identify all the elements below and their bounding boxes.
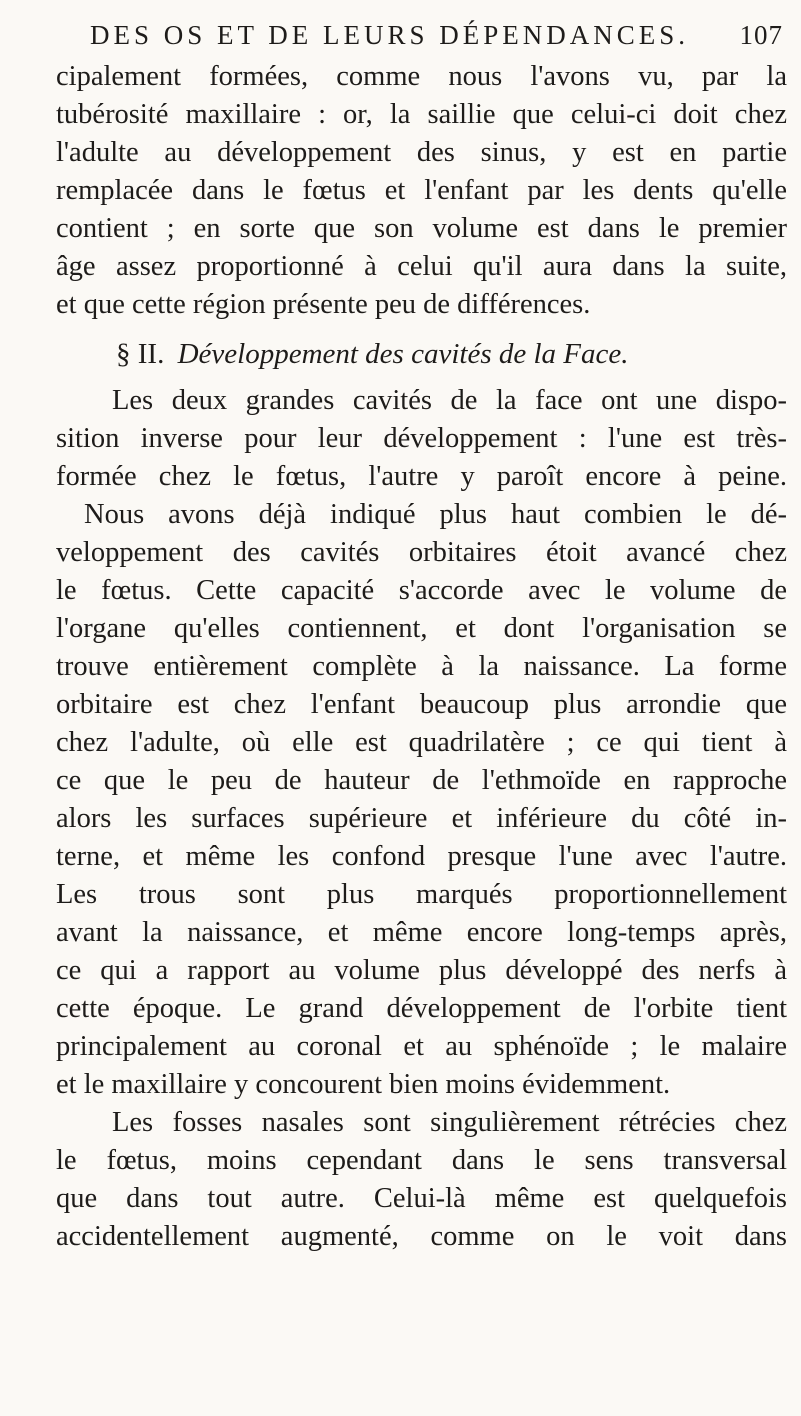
text-line: principalement au coronal et au sphénoïde ; le malaire bbox=[56, 1031, 787, 1062]
text-line: le fœtus, moins cependant dans le sens transversal bbox=[56, 1145, 787, 1176]
text-line: chez l'adulte, où elle est quadrilatère ; ce qui tient à bbox=[56, 727, 787, 758]
text-line: terne, et même les confond presque l'une avec l'autre. bbox=[56, 841, 787, 872]
text-line: alors les surfaces supérieure et inférieure du côté in- bbox=[56, 803, 787, 834]
text-line: ce qui a rapport au volume plus développé des nerfs à bbox=[56, 955, 787, 986]
text-line: et le maxillaire y concourent bien moins évidemment. bbox=[56, 1069, 671, 1100]
text-line: formée chez le fœtus, l'autre y paroît encore à peine. bbox=[56, 461, 787, 492]
text-line: âge assez proportionné à celui qu'il aura dans la suite, bbox=[56, 251, 787, 282]
text-line: trouve entièrement complète à la naissance. La forme bbox=[56, 651, 787, 682]
text-line: veloppement des cavités orbitaires étoit avancé chez bbox=[56, 537, 787, 568]
section-heading bbox=[56, 334, 787, 374]
text-line: tubérosité maxillaire : or, la saillie que celui-ci doit chez bbox=[56, 99, 787, 130]
text-line: ce que le peu de hauteur de l'ethmoïde en rapproche bbox=[56, 765, 787, 796]
section-number: § II. bbox=[116, 338, 165, 370]
page-number: 107 bbox=[739, 20, 783, 50]
text-line: remplacée dans le fœtus et l'enfant par les dents qu'elle bbox=[56, 175, 787, 206]
text-line: contient ; en sorte que son volume est dans le premier bbox=[56, 213, 787, 244]
text-line: Les fosses nasales sont singulièrement rétrécies chez bbox=[112, 1107, 787, 1138]
text-line: sition inverse pour leur développement : l'une est très- bbox=[56, 423, 787, 454]
text-line: et que cette région présente peu de différences. bbox=[56, 289, 591, 320]
running-title: DES OS ET DE LEURS DÉPENDANCES. bbox=[90, 20, 690, 50]
text-line: Les deux grandes cavités de la face ont une dispo- bbox=[112, 385, 787, 416]
text-line: cette époque. Le grand développement de l'orbite tient bbox=[56, 993, 787, 1024]
text-line: l'adulte au développement des sinus, y est en partie bbox=[56, 137, 787, 168]
text-line: Nous avons déjà indiqué plus haut combien le dé- bbox=[84, 499, 787, 530]
text-line: cipalement formées, comme nous l'avons vu, par la bbox=[56, 61, 787, 92]
text-line: l'organe qu'elles contiennent, et dont l'organisation se bbox=[56, 613, 787, 644]
running-head bbox=[80, 20, 783, 56]
text-line: avant la naissance, et même encore long-temps après, bbox=[56, 917, 787, 948]
text-line: que dans tout autre. Celui-là même est quelquefois bbox=[56, 1183, 787, 1214]
text-line: le fœtus. Cette capacité s'accorde avec le volume de bbox=[56, 575, 787, 606]
text-line: Les trous sont plus marqués proportionnellement bbox=[56, 879, 787, 910]
section-title: Développement des cavités de la Face. bbox=[177, 338, 629, 370]
text-line: orbitaire est chez l'enfant beaucoup plus arrondie que bbox=[56, 689, 787, 720]
text-line: accidentellement augmenté, comme on le voit dans bbox=[56, 1221, 787, 1252]
